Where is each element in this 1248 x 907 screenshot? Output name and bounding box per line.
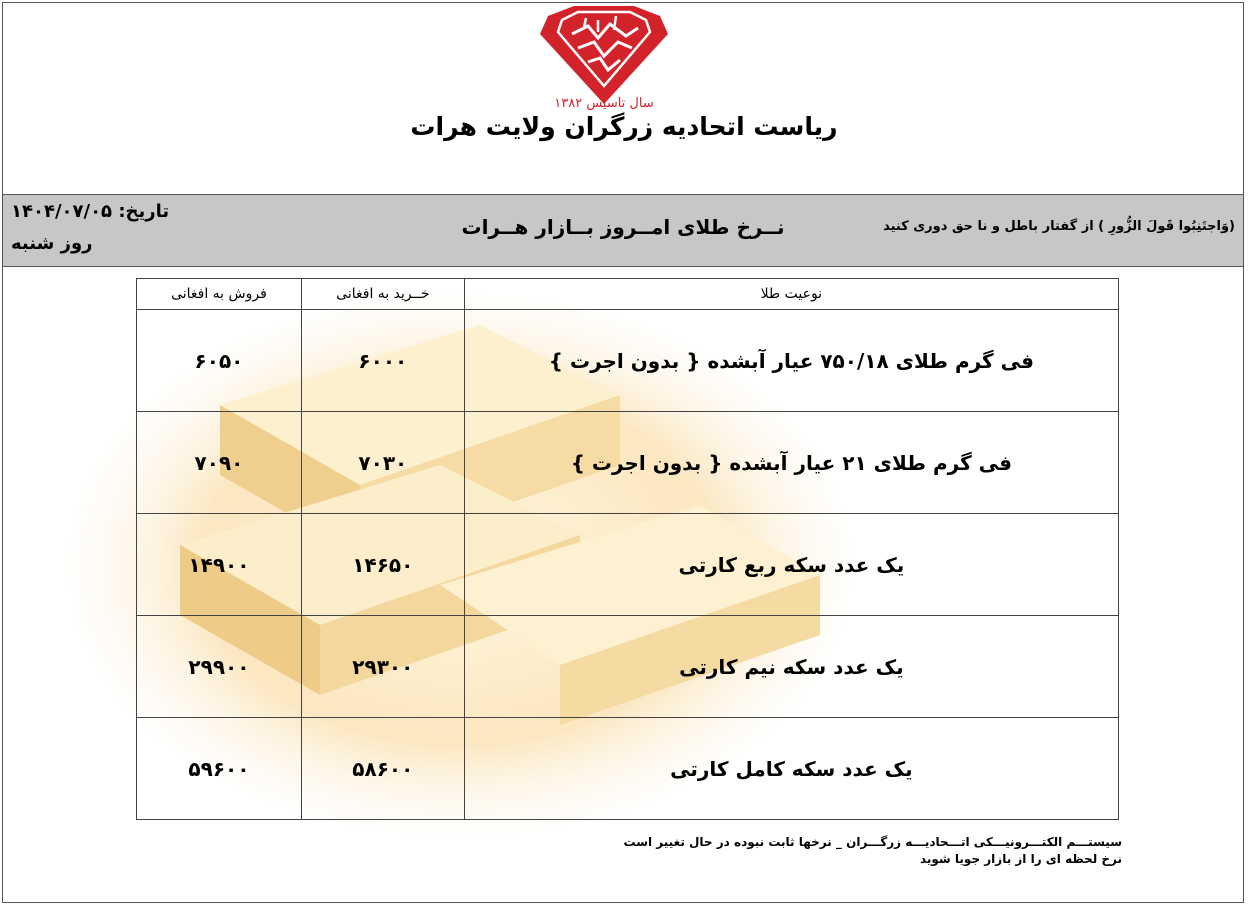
footnote-line-2: نرخ لحظه ای را از بازار جویا شوید (919, 852, 1122, 866)
table-row (137, 514, 1119, 616)
table-row (137, 412, 1119, 514)
buy-price-cell: ۶۰۰۰ (301, 310, 464, 412)
table-row (137, 718, 1119, 820)
footnote (623, 834, 1122, 868)
table-header-row (137, 279, 1119, 310)
sell-price-cell: ۱۴۹۰۰ (137, 514, 302, 616)
quote-text: (وَاجتَنِبُوا قَولَ الزُّورِ ) از گفتار باطل و نا حق دوری کنید (883, 219, 1235, 234)
table-row (137, 616, 1119, 718)
page-title: نــرخ طلای امــروز بــازار هــرات (461, 215, 785, 239)
header-item: نوعیت طلا (464, 279, 1118, 310)
sell-price-cell: ۲۹۹۰۰ (137, 616, 302, 718)
footnote-line-1: سیستـــم الکتـــرونیـــکی اتـــحادیـــه زرگـــران _ نرخها ثابت نبوده در حال تغییر است (623, 835, 1122, 849)
item-cell: یک عدد سکه نیم کارتی (464, 616, 1118, 718)
header-buy: خــرید به افغانی (301, 279, 464, 310)
date-label: تاریخ: ۱۴۰۴/۰۷/۰۵ (11, 201, 170, 222)
item-cell: فی گرم طلای ۷۵۰/۱۸ عیار آبشده { بدون اجرت } (464, 310, 1118, 412)
buy-price-cell: ۵۸۶۰۰ (301, 718, 464, 820)
item-cell: یک عدد سکه ربع کارتی (464, 514, 1118, 616)
buy-price-cell: ۲۹۳۰۰ (301, 616, 464, 718)
table-row (137, 310, 1119, 412)
diamond-logo-icon (528, 4, 680, 108)
info-band (3, 194, 1243, 267)
sell-price-cell: ۶۰۵۰ (137, 310, 302, 412)
org-title: ریاست اتحادیه زرگران ولایت هرات (410, 112, 838, 141)
buy-price-cell: ۷۰۳۰ (301, 412, 464, 514)
sell-price-cell: ۷۰۹۰ (137, 412, 302, 514)
header-sell: فروش به افغانی (137, 279, 302, 310)
day-label: روز شنبه (11, 233, 93, 254)
buy-price-cell: ۱۴۶۵۰ (301, 514, 464, 616)
rates-table (136, 278, 1119, 820)
sell-price-cell: ۵۹۶۰۰ (137, 718, 302, 820)
since-text: سال تاسیس ۱۳۸۲ (554, 96, 654, 111)
item-cell: یک عدد سکه کامل کارتی (464, 718, 1118, 820)
item-cell: فی گرم طلای ۲۱ عیار آبشده { بدون اجرت } (464, 412, 1118, 514)
